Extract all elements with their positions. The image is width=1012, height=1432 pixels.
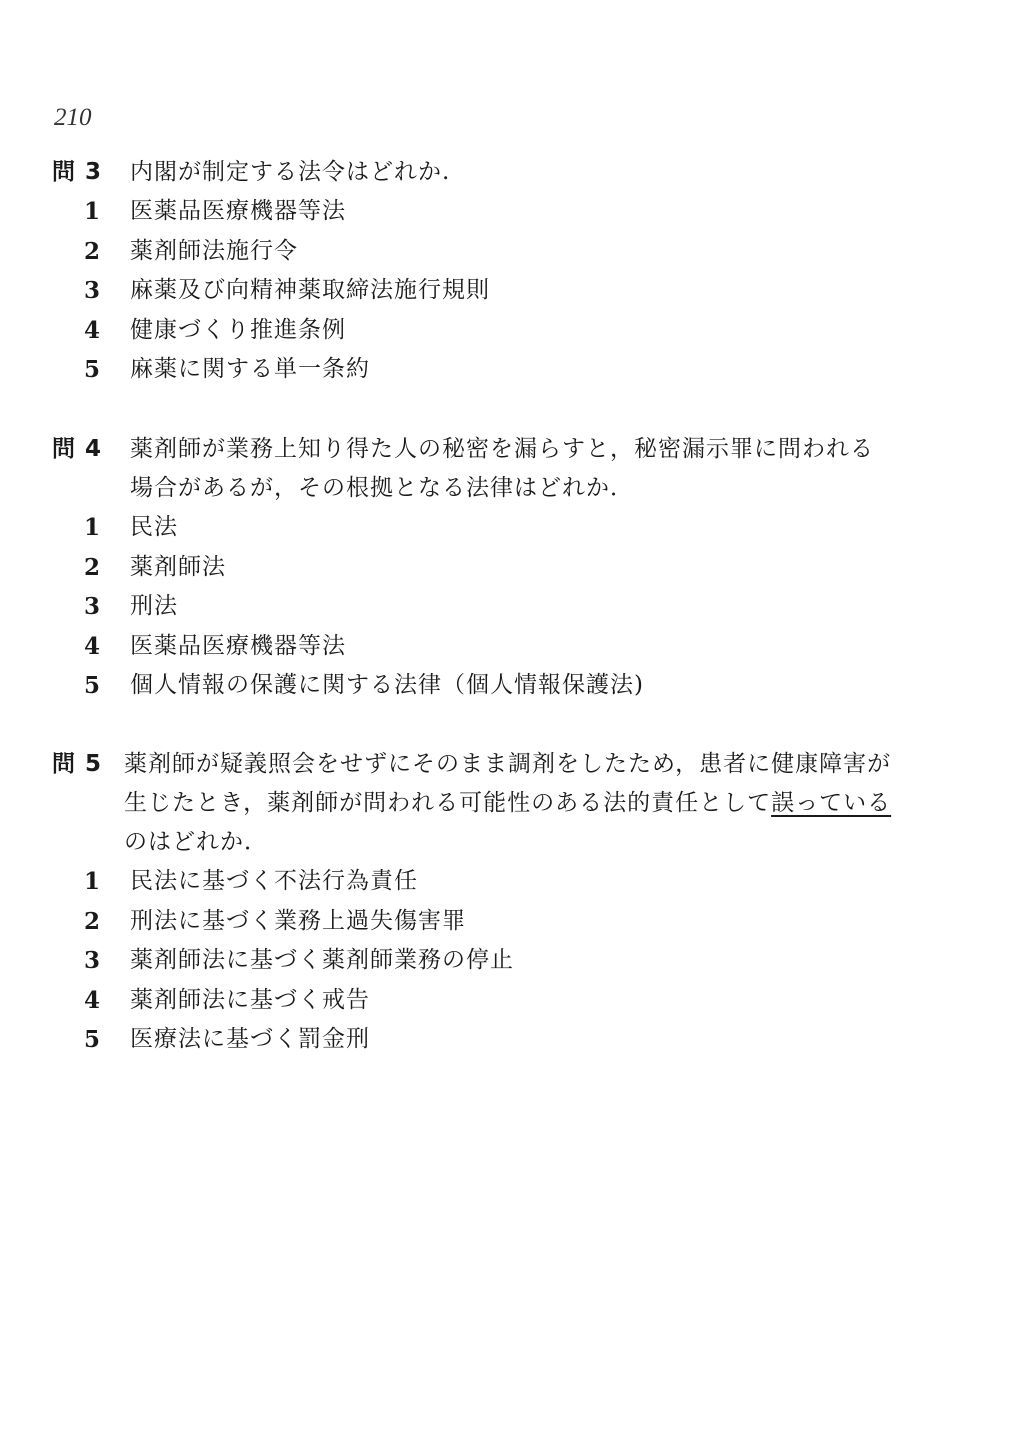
page-number: 210 — [54, 104, 92, 131]
option-text: 健康づくり推進条例 — [130, 316, 346, 343]
answer-option — [52, 902, 892, 942]
option-number: 5 — [84, 1026, 102, 1053]
question-label: 問 3 — [52, 159, 103, 185]
question-text-before: 薬剤師が疑義照会をせずにそのまま調剤をしたため，患者に健康障害が生じたとき，薬剤師が問われる可能性のある法的責任として — [124, 751, 892, 816]
option-number: 1 — [84, 868, 102, 895]
answer-option — [52, 862, 892, 902]
option-text: 薬剤師法 — [130, 553, 226, 580]
answer-option — [52, 548, 892, 588]
answer-options — [52, 508, 892, 706]
option-text: 薬剤師法に基づく戒告 — [130, 986, 370, 1013]
question-3 — [52, 153, 892, 390]
option-number: 2 — [84, 907, 102, 935]
option-text: 麻薬及び向精神薬取締法施行規則 — [130, 277, 490, 303]
answer-option — [52, 981, 892, 1021]
option-text: 薬剤師法に基づく薬剤師業務の停止 — [130, 947, 514, 973]
option-number: 4 — [84, 316, 102, 344]
answer-option — [52, 508, 892, 548]
option-text: 医療法に基づく罰金刑 — [130, 1026, 370, 1052]
answer-option — [52, 350, 892, 390]
answer-option — [52, 1020, 892, 1060]
option-number: 3 — [84, 593, 102, 620]
emphasis-underlined: 誤っている — [771, 790, 892, 816]
question-label: 問 4 — [52, 436, 103, 462]
answer-option — [52, 587, 892, 627]
answer-option — [52, 941, 892, 981]
answer-option — [52, 192, 892, 232]
answer-option — [52, 232, 892, 272]
option-number: 5 — [84, 672, 102, 699]
option-number: 1 — [84, 514, 102, 541]
answer-option — [52, 666, 892, 706]
option-number: 2 — [84, 237, 102, 265]
option-text: 医薬品医療機器等法 — [130, 198, 346, 224]
option-number: 3 — [84, 947, 102, 974]
answer-option — [52, 627, 892, 667]
answer-options — [52, 862, 892, 1060]
option-text: 民法 — [130, 514, 178, 540]
option-number: 4 — [84, 986, 102, 1014]
question-4 — [52, 430, 892, 706]
option-number: 5 — [84, 356, 102, 383]
option-number: 2 — [84, 553, 102, 581]
option-text: 医薬品医療機器等法 — [130, 632, 346, 659]
question-text — [124, 745, 892, 862]
question-text: 薬剤師が業務上知り得た人の秘密を漏らすと，秘密漏示罪に問われる場合があるが，その根拠となる法律はどれか． — [130, 436, 874, 501]
option-number: 3 — [84, 277, 102, 304]
option-number: 1 — [84, 198, 102, 225]
option-text: 個人情報の保護に関する法律（個人情報保護法) — [130, 672, 644, 698]
answer-option — [52, 271, 892, 311]
option-number: 4 — [84, 632, 102, 660]
question-text: 内閣が制定する法令はどれか. — [130, 159, 451, 185]
answer-options — [52, 192, 892, 390]
question-5 — [52, 745, 892, 1060]
option-text: 刑法に基づく業務上過失傷害罪 — [130, 907, 466, 934]
option-text: 刑法 — [130, 593, 178, 619]
question-text-after: のはどれか． — [124, 829, 268, 855]
option-text: 薬剤師法施行令 — [130, 237, 298, 264]
option-text: 麻薬に関する単一条約 — [130, 356, 370, 382]
question-label: 問 5 — [52, 751, 103, 777]
option-text: 民法に基づく不法行為責任 — [130, 868, 418, 894]
answer-option — [52, 311, 892, 351]
